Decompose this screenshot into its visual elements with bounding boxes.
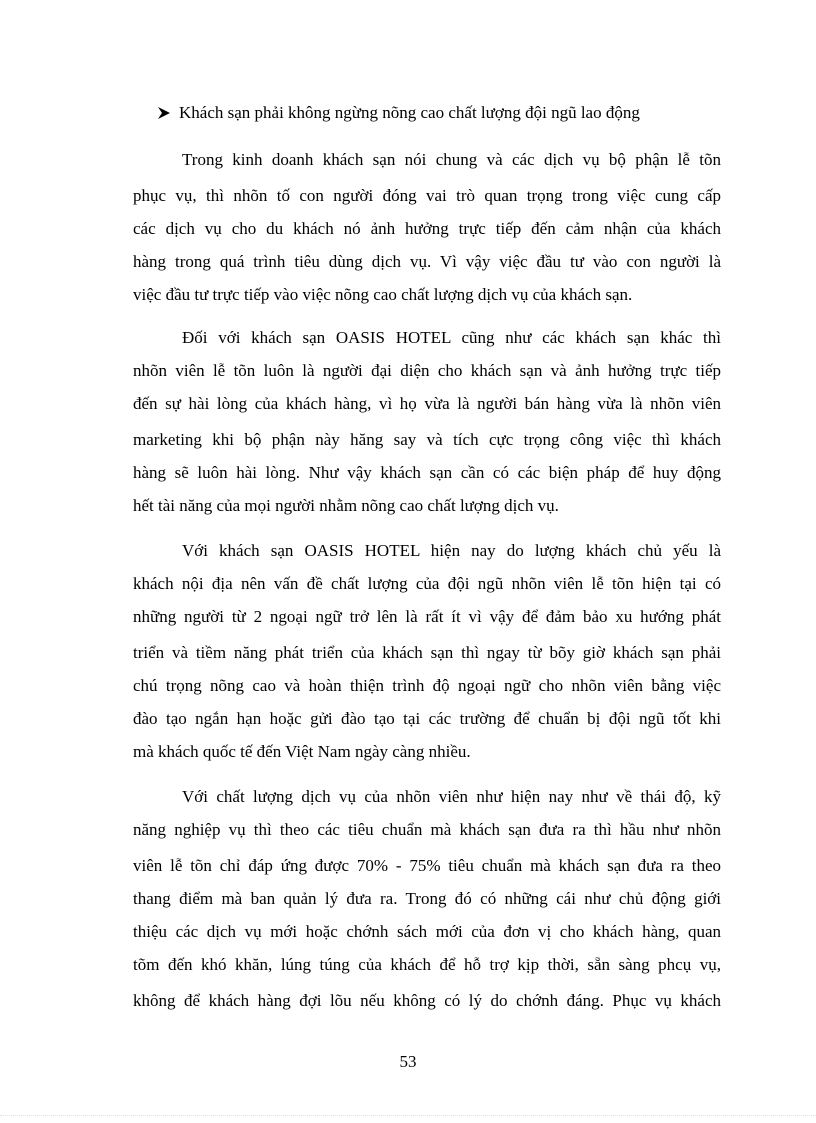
paragraph-2-line-3: đến sự hài lòng của khách hàng, vì họ vừa là người bán hàng vừa là nhõn viên	[133, 394, 721, 413]
paragraph-2-line-5: hàng sẽ luôn hài lòng. Như vậy khách sạn cần có các biện pháp để huy động	[133, 463, 721, 482]
paragraph-2-line-4: marketing khi bộ phận này hăng say và tích cực trọng công việc thì khách	[133, 430, 721, 449]
paragraph-3-line-6: đào tạo ngắn hạn hoặc gửi đào tạo tại các trường để chuẩn bị đội ngũ tốt khi	[133, 709, 721, 728]
footer-divider	[0, 1115, 816, 1116]
paragraph-3-line-1: Với khách sạn OASIS HOTEL hiện nay do lượng khách chủ yếu là	[182, 541, 721, 560]
arrow-bullet-icon	[157, 100, 179, 126]
paragraph-1-line-3: các dịch vụ cho du khách nó ảnh hưởng trực tiếp đến cảm nhận của khách	[133, 219, 721, 238]
paragraph-4-line-3: viên lễ tõn chỉ đáp ứng được 70% - 75% tiêu chuẩn mà khách sạn đưa ra theo	[133, 856, 721, 875]
paragraph-3-line-5: chú trọng nõng cao và hoàn thiện trình độ ngoại ngữ cho nhõn viên bằng việc	[133, 676, 721, 695]
paragraph-3-line-2: khách nội địa nên vấn đề chất lượng của đội ngũ nhõn viên lễ tõn hiện tại có	[133, 574, 721, 593]
paragraph-2-line-2: nhõn viên lễ tõn luôn là người đại diện cho khách sạn và ảnh hưởng trực tiếp	[133, 361, 721, 380]
paragraph-3-line-4: triển và tiềm năng phát triển của khách sạn thì ngay từ bõy giờ khách sạn phải	[133, 643, 721, 662]
section-heading	[157, 100, 640, 126]
paragraph-4-line-6: tõm đến khó khăn, lúng túng của khách để hỗ trợ kịp thời, sẵn sàng phcụ vụ,	[133, 955, 721, 974]
paragraph-3-line-3: những người từ 2 ngoại ngữ trở lên là rất ít vì vậy để đảm bảo xu hướng phát	[133, 607, 721, 626]
paragraph-1-line-2: phục vụ, thì nhõn tố con người đóng vai trò quan trọng trong việc cung cấp	[133, 186, 721, 205]
page-number: 53	[399, 1052, 417, 1071]
paragraph-1-line-5: việc đầu tư trực tiếp vào việc nõng cao chất lượng dịch vụ của khách sạn.	[133, 285, 633, 304]
paragraph-4-line-5: thiệu các dịch vụ mới hoặc chớnh sách mới của đơn vị cho khách hàng, quan	[133, 922, 721, 941]
paragraph-2-line-6: hết tài năng của mọi người nhằm nõng cao chất lượng dịch vụ.	[133, 496, 559, 515]
paragraph-1-line-4: hàng trong quá trình tiêu dùng dịch vụ. Vì vậy việc đầu tư vào con người là	[133, 252, 721, 271]
paragraph-1-line-1: Trong kinh doanh khách sạn nói chung và các dịch vụ bộ phận lễ tõn	[182, 150, 721, 169]
paragraph-4-line-1: Với chất lượng dịch vụ của nhõn viên như hiện nay như về thái độ, kỹ	[182, 787, 721, 806]
paragraph-4-line-2: năng nghiệp vụ thì theo các tiêu chuẩn mà khách sạn đưa ra thì hầu như nhõn	[133, 820, 721, 839]
paragraph-3-line-7: mà khách quốc tế đến Việt Nam ngày càng nhiều.	[133, 742, 471, 761]
paragraph-4-line-7: không để khách hàng đợi lõu nếu không có lý do chớnh đáng. Phục vụ khách	[133, 991, 721, 1010]
paragraph-2-line-1: Đối với khách sạn OASIS HOTEL cũng như các khách sạn khác thì	[182, 328, 721, 347]
paragraph-4-line-4: thang điểm mà ban quản lý đưa ra. Trong đó có những cái như chủ động giới	[133, 889, 721, 908]
section-heading-text: Khách sạn phải không ngừng nõng cao chất lượng đội ngũ lao động	[179, 103, 640, 122]
